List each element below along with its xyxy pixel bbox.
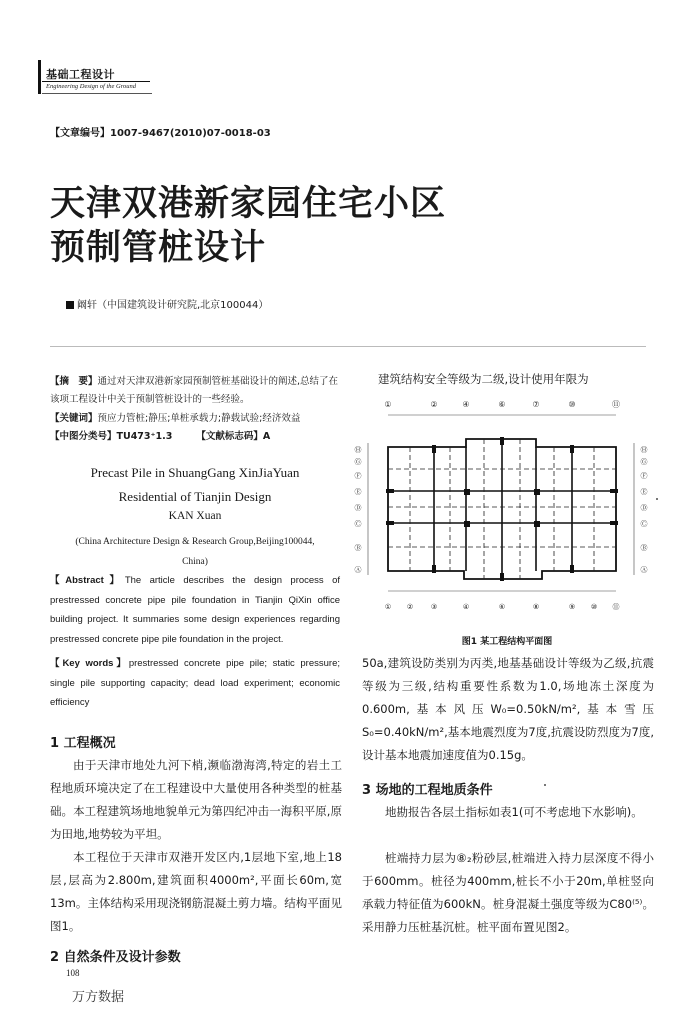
title-line-1: 天津双港新家园住宅小区 [50, 184, 447, 224]
axis-label-bottom: ④ [462, 603, 470, 611]
keywords-label: 【关键词】 [50, 413, 98, 424]
section-2-heading: 2 自然条件及设计参数 [50, 950, 181, 965]
english-author: KAN Xuan [168, 510, 222, 522]
axis-label-top: ② [430, 400, 438, 409]
axis-labels-top [384, 400, 620, 409]
english-keywords-text: prestressed concrete pipe pile; static pressure; single pile supporting capacity; dead load experiment; economic efficiency [50, 658, 340, 708]
english-abstract-text: The article describes the design process of prestressed concrete pipe pile foundation in Tianjin QiXin office building project. It summaries some design experiences regarding prestressed concrete pipe pile foundation in the project. [50, 575, 340, 645]
axis-label-right: Ⓐ [640, 566, 648, 574]
right-column-para: 50a,建筑设防类别为丙类,地基基础设计等级为乙级,抗震等级为三级,结构重要性系数为1.0,场地冻土深度为0.600m,基本风压W₀=0.50kN/m²,基本雪压S₀=0.40kN/m²,基本地震烈度为7度,抗震设防烈度为7度,设计基本地震加速度值为0.15g。 [362, 656, 654, 762]
affiliation-line-1: (China Architecture Design & Research Group,Beijing100044, [75, 537, 315, 547]
article-number: 【文章编号】1007-9467(2010)07-0018-03 [50, 128, 271, 139]
author-text: 阚轩（中国建筑设计研究院,北京100044） [77, 300, 269, 311]
axis-label-left: Ⓒ [354, 520, 362, 528]
english-abstract-label: 【Abstract】 [50, 575, 125, 586]
axis-labels-bottom [385, 602, 620, 611]
speck [544, 784, 546, 786]
section-3-para-1: 地勘报告各层土指标如表1(可不考虑地下水影响)。 [385, 805, 643, 819]
abstract-cn [50, 373, 340, 409]
clc-code: 【中图分类号】TU473⁺1.3 [50, 431, 173, 442]
column-title-cn: 基础工程设计 [46, 68, 115, 81]
section-3-para-2: 桩端持力层为⑧₂粉砂层,桩端进入持力层深度不得小于600mm。桩径为400mm,桩长不小于20m,单桩竖向承载力特征值为600kN。桩身混凝土强度等级为C80⁽⁵⁾。采用静力压桩基沉桩。桩平面布置见图2。 [362, 851, 654, 934]
english-title-line-2: Residential of Tianjin Design [118, 489, 272, 504]
axis-label-top: ⑦ [532, 400, 540, 409]
english-affiliation [50, 532, 340, 572]
axis-label-right: Ⓖ [640, 458, 648, 466]
axis-label-top: ⑥ [498, 400, 506, 409]
axis-label-bottom: ⑨ [568, 603, 576, 611]
axis-label-left: Ⓖ [354, 458, 362, 466]
header-rule [42, 81, 150, 82]
keywords-cn [50, 410, 340, 428]
axis-label-right: Ⓓ [640, 504, 648, 512]
figure-caption: 图1 某工程结构平面图 [461, 637, 553, 647]
axis-label-bottom: ③ [430, 603, 438, 611]
axis-label-bottom: ⑪ [612, 603, 620, 611]
axis-label-top: ① [384, 400, 392, 409]
square-bullet-icon [66, 301, 74, 309]
axis-label-left: Ⓑ [354, 544, 362, 552]
axis-label-left: Ⓔ [354, 488, 362, 496]
abstract-label: 【摘 要】 [50, 376, 98, 387]
axis-label-top: ④ [462, 400, 470, 409]
english-abstract [50, 571, 340, 649]
speck [656, 498, 658, 500]
plan-walls [388, 439, 616, 579]
axis-label-left: Ⓓ [354, 504, 362, 512]
classification [50, 428, 350, 446]
axis-label-right: Ⓕ [640, 472, 648, 480]
axis-label-bottom: ① [384, 603, 392, 611]
doc-code: 【文献标志码】A [196, 431, 271, 442]
english-keywords-label: 【Key words】 [50, 658, 129, 669]
author-line [66, 296, 268, 311]
axis-label-left: Ⓗ [354, 446, 362, 454]
abstract-text: 通过对天津双港新家园预制管桩基础设计的阐述,总结了在该项工程设计中关于预制管桩设计的一些经验。 [50, 376, 339, 405]
axis-label-right: Ⓗ [640, 446, 648, 454]
axis-label-bottom: ⑧ [532, 603, 540, 611]
section-1-para-1: 由于天津市地处九河下梢,濒临渤海湾,特定的岩土工程地质环境决定了在工程建设中大量使用各种类型的桩基础。本工程建筑场地地貌单元为第四纪冲击一海积平原,原为田地,地势较为平坦。 [50, 758, 342, 841]
axis-label-left: Ⓐ [354, 566, 362, 574]
axis-label-top: ⑩ [568, 400, 576, 409]
page-number: 108 [66, 968, 80, 978]
title-line-2: 预制管桩设计 [50, 228, 267, 268]
axis-label-bottom: ⑩ [590, 603, 598, 611]
section-1-heading: 1 工程概况 [50, 736, 116, 751]
axis-label-right: Ⓒ [640, 520, 648, 528]
section-3-heading: 3 场地的工程地质条件 [362, 783, 493, 798]
keywords-text: 预应力管桩;静压;单桩承载力;静载试验;经济效益 [97, 413, 301, 424]
affiliation-line-2: China) [182, 557, 208, 567]
axis-label-bottom: ② [406, 603, 414, 611]
header-bar [38, 60, 41, 94]
section-1-para-2: 本工程位于天津市双港开发区内,1层地下室,地上18层,层高为2.800m,建筑面积4000m²,平面长60m,宽13m。主体结构采用现浇钢筋混凝土剪力墙。结构平面见图1。 [50, 850, 342, 933]
right-column-top-line: 建筑结构安全等级为二级,设计使用年限为 [378, 372, 589, 386]
english-keywords [50, 654, 340, 713]
axis-labels-left [355, 445, 362, 574]
axis-label-top: ⑪ [612, 400, 620, 409]
divider [50, 346, 646, 347]
watermark: 万方数据 [72, 990, 125, 1005]
axis-label-right: Ⓔ [640, 488, 648, 496]
column-title-en: Engineering Design of the Ground [46, 83, 137, 90]
axis-label-left: Ⓕ [354, 472, 362, 480]
structure-plan-figure [346, 395, 656, 627]
english-title [50, 461, 340, 509]
axis-label-bottom: ⑥ [498, 603, 506, 611]
english-title-line-1: Precast Pile in ShuangGang XinJiaYuan [90, 465, 300, 480]
axis-labels-right [641, 445, 648, 574]
header-rule-2 [42, 93, 152, 94]
axis-label-right: Ⓑ [640, 544, 648, 552]
